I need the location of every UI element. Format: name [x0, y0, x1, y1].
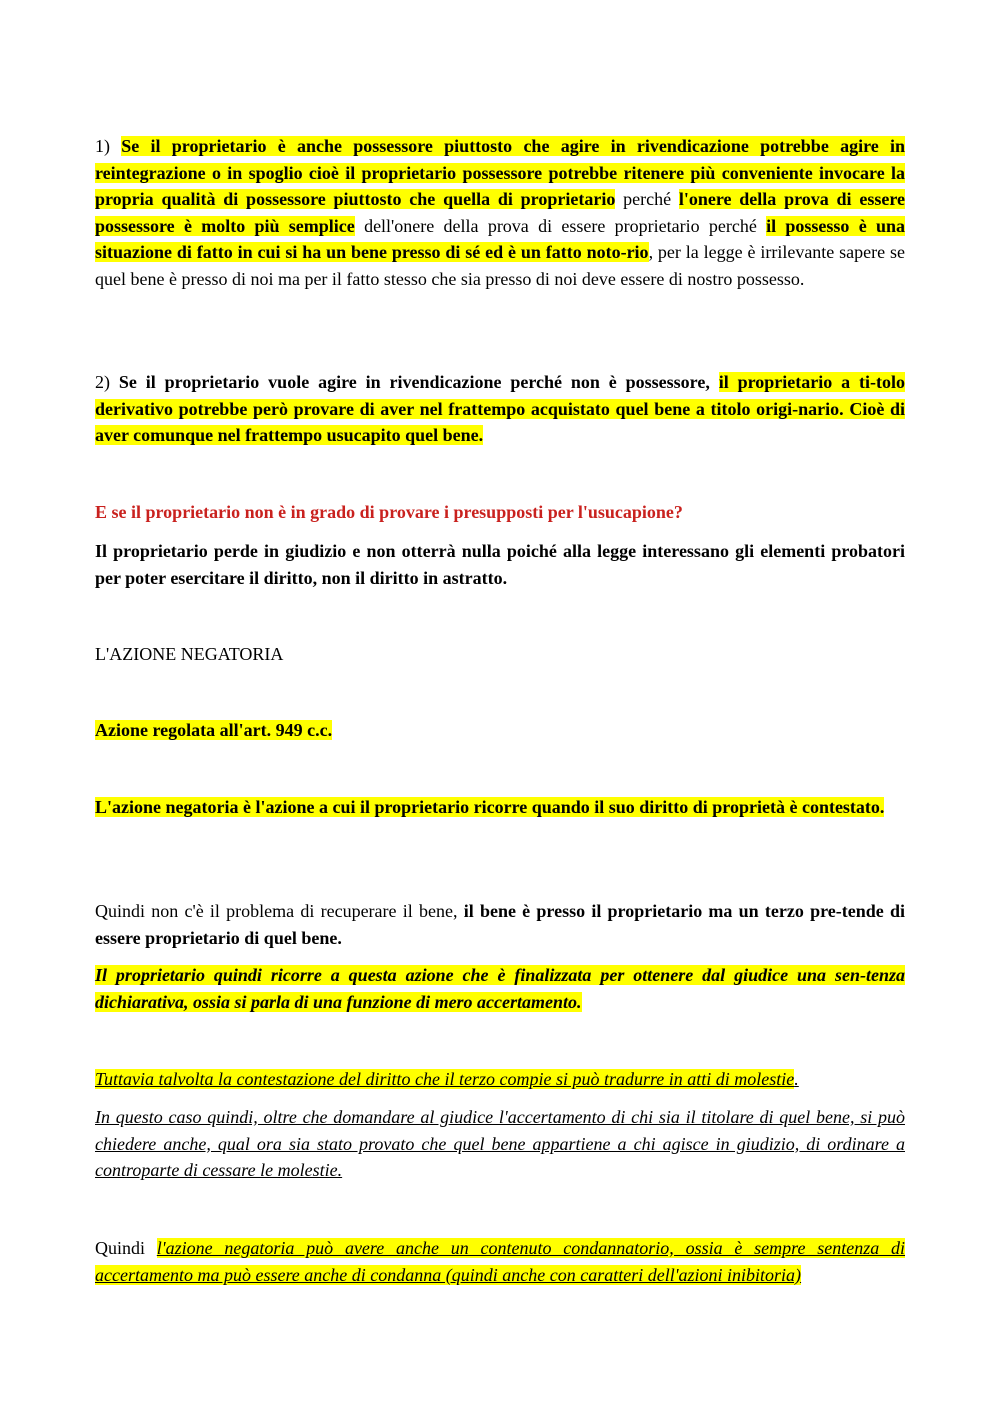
answer-paragraph: Il proprietario perde in giudizio e non otterrà nulla poiché alla legge interessano gli elementi probatori per poter esercitare il diritto, non il diritto in astratto. [95, 541, 905, 588]
section-heading: L'AZIONE NEGATORIA [95, 644, 284, 664]
paragraph-1-text-1: perché [615, 189, 679, 210]
paragraph-7-text: Quindi [95, 1238, 157, 1258]
definition-paragraph [95, 794, 905, 821]
paragraph-5-tail: . [794, 1069, 799, 1089]
paragraph-4-text: Il proprietario quindi ricorre a questa azione che è finalizzata per ottenere dal giudice una sen-tenza dichiarativa, ossia si parla di una funzione di mero accertamento. [95, 965, 905, 1012]
paragraph-1-text-3: , per la legge è irrilevante sapere se quel bene è presso di noi ma per il fatto stesso che sia presso di noi deve essere di nostro possesso. [95, 242, 905, 289]
paragraph-6-text: In questo caso quindi, oltre che domandare al giudice l'accertamento di chi sia il titolare di quel bene, si può chiedere anche, qual ora sia stato provato che quel bene appartiene a chi agisce in giudizio, di ordinare a controparte di cessare le molestie. [95, 1107, 905, 1181]
paragraph-1-highlight-2: l'onere della prova di essere possessore è molto più semplice [95, 189, 905, 236]
paragraph-7-highlight: l'azione negatoria può avere anche un contenuto condannatorio, ossia è sempre sentenza di accertamento ma può essere anche di condanna (quindi anche con caratteri dell'azioni inibitoria) [95, 1238, 905, 1285]
paragraph-1-text-2: dell'onere della prova di essere proprietario perché [354, 215, 767, 236]
paragraph-1-number: 1) [95, 136, 122, 156]
article-reference-text: Azione regolata all'art. 949 c.c. [95, 720, 333, 740]
paragraph-3-bold: il bene è presso il proprietario ma un terzo pre-tende di essere proprietario di quel bene. [95, 901, 906, 948]
paragraph-4 [95, 962, 905, 1015]
paragraph-1 [95, 133, 905, 293]
article-reference [95, 717, 905, 744]
paragraph-2 [95, 369, 905, 449]
question-line: E se il proprietario non è in grado di provare i presupposti per l'usucapione? [95, 502, 683, 522]
paragraph-6 [95, 1104, 905, 1184]
paragraph-3-text: Quindi non c'è il problema di recuperare il bene, [95, 901, 464, 921]
paragraph-1-highlight-1: Se il proprietario è anche possessore piuttosto che agire in rivendicazione potrebbe agire in reintegrazione o in spoglio cioè il proprietario possessore potrebbe ritenere più conveniente invocare la propria qualità di possessore piuttosto che quella di proprietario [95, 136, 905, 210]
paragraph-2-bold: Se il proprietario vuole agire in rivendicazione perché non è possessore, [118, 372, 719, 392]
definition-text: L'azione negatoria è l'azione a cui il proprietario ricorre quando il suo diritto di proprietà è contestato. [95, 797, 885, 817]
paragraph-5-highlight: Tuttavia talvolta la contestazione del diritto che il terzo compie si può tradurre in atti di molestie [95, 1069, 795, 1089]
paragraph-5 [95, 1066, 905, 1093]
paragraph-3 [95, 898, 905, 951]
paragraph-7 [95, 1235, 905, 1288]
paragraph-1-highlight-3: il possesso è una situazione di fatto in cui si ha un bene presso di sé ed è un fatto noto-rio [95, 215, 905, 263]
paragraph-2-highlight: il proprietario a ti-tolo derivativo potrebbe però provare di aver nel frattempo acquistato quel bene a titolo origi-nario. Cioè di aver comunque nel frattempo usucapito quel bene. [95, 372, 906, 446]
paragraph-2-number: 2) [95, 372, 119, 392]
